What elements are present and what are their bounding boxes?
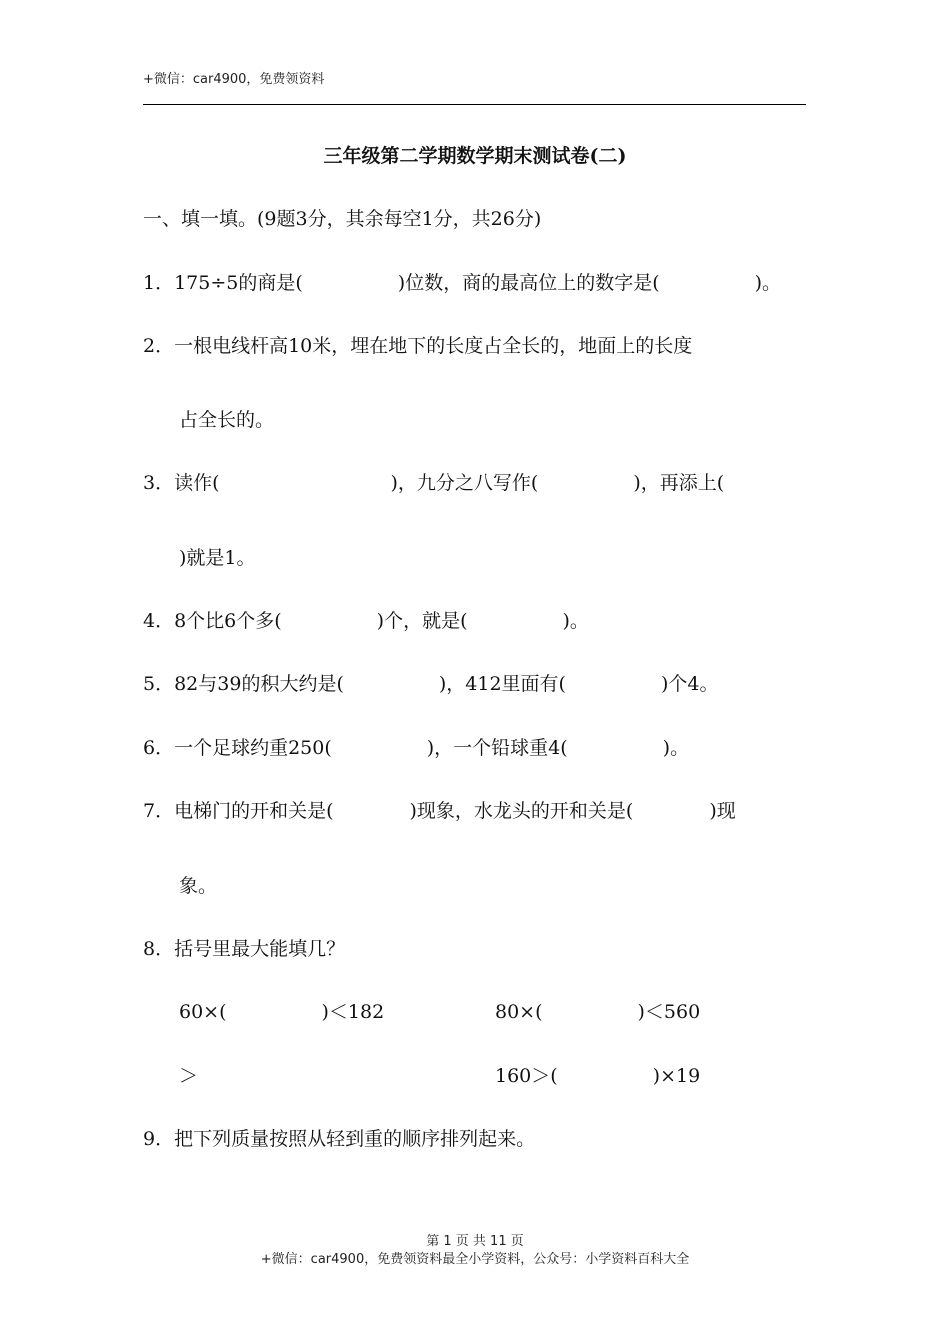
question-8-expression-4: 160＞( )×19 <box>495 1065 701 1087</box>
question-8-expression-1: 60×( )＜182 <box>179 1001 385 1023</box>
section-heading: 一、填一填。(9题3分，其余每空1分，共26分) <box>143 208 542 230</box>
question-4: 4．8个比6个多( )个，就是( )。 <box>143 610 589 632</box>
question-8-expression-3: ＞ <box>179 1065 199 1087</box>
footer-note: +微信：car4900，免费领资料最全小学资料，公众号：小学资料百科大全 <box>260 1252 690 1267</box>
question-7-line-2: 象。 <box>179 875 218 897</box>
question-6: 6．一个足球约重250( )，一个铅球重4( )。 <box>143 737 690 759</box>
question-8-expression-2: 80×( )＜560 <box>495 1001 701 1023</box>
question-3-line-2: )就是1。 <box>179 547 256 569</box>
question-1: 1．175÷5的商是( )位数，商的最高位上的数字是( )。 <box>143 272 782 294</box>
question-9: 9．把下列质量按照从轻到重的顺序排列起来。 <box>143 1128 536 1150</box>
question-8: 8．括号里最大能填几？ <box>143 938 346 960</box>
question-3-line-1: 3．读作( )，九分之八写作( )，再添上( <box>143 472 725 494</box>
question-7-line-1: 7．电梯门的开和关是( )现象，水龙头的开和关是( )现 <box>143 800 736 822</box>
question-2-line-2: 占全长的。 <box>179 409 275 431</box>
page-title: 三年级第二学期数学期末测试卷(二) <box>323 145 627 167</box>
header-note: +微信：car4900，免费领资料 <box>143 72 325 87</box>
header-divider <box>143 104 806 105</box>
question-5: 5．82与39的积大约是( )，412里面有( )个4。 <box>143 673 719 695</box>
question-2-line-1: 2．一根电线杆高10米，埋在地下的长度占全长的，地面上的长度 <box>143 335 693 357</box>
page-number: 第 1 页 共 11 页 <box>426 1234 524 1249</box>
